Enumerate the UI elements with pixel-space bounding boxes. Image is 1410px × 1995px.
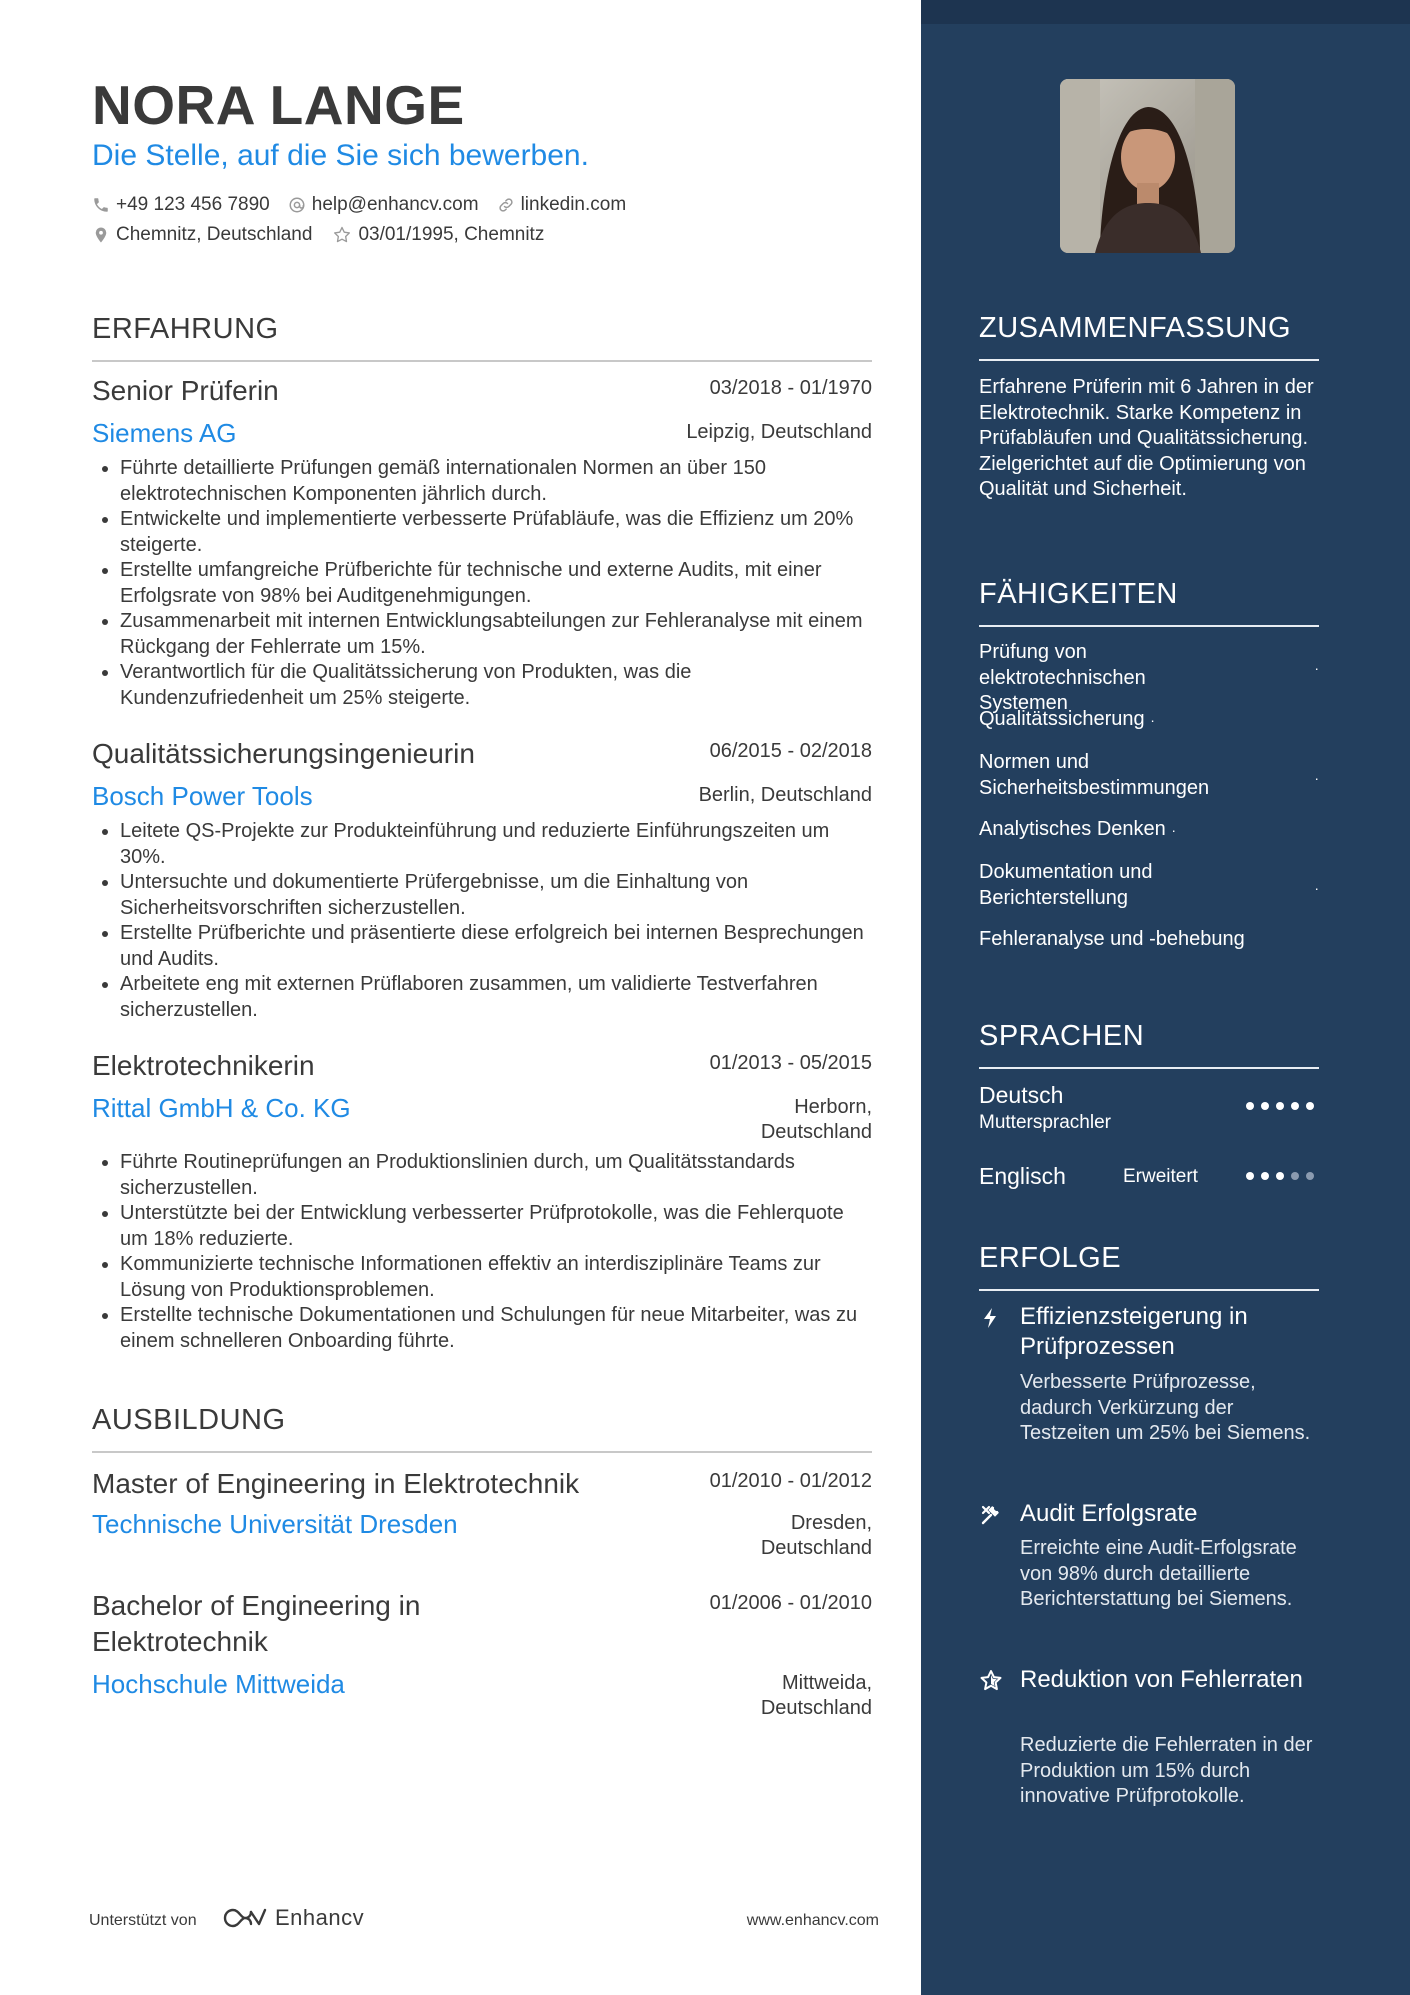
- job-bullets: [92, 1150, 872, 1354]
- bullet-item: • Arbeitete eng mit externen Prüflaboren zusammen, um validierte Testverfahren sicherzustellen.: [120, 972, 872, 1023]
- job-location: [761, 1095, 872, 1145]
- job-location-line: Herborn,: [794, 1096, 872, 1118]
- bullet-item: • Untersuchte und dokumentierte Prüfergebnisse, um die Einhaltung von Sicherheitsvorschriften sicherzustellen.: [120, 870, 872, 921]
- phone-text: +49 123 456 7890: [116, 194, 270, 215]
- bullet-item: • Leitete QS-Projekte zur Produkteinführung und reduzierte Einführungszeiten um 30%.: [120, 819, 872, 870]
- bullet-item: • Erstellte technische Dokumentationen und Schulungen für neue Mitarbeiter, was zu einem schnelleren Onboarding führte.: [120, 1303, 872, 1354]
- rating-dot: [1261, 1102, 1269, 1110]
- bullet-item: • Unterstützte bei der Entwicklung verbesserter Prüfprotokolle, was die Fehlerquote um 18% reduzierte.: [120, 1201, 872, 1252]
- school-name[interactable]: Technische Universität Dresden: [92, 1509, 458, 1539]
- skill-separator: ·: [1314, 880, 1319, 896]
- job-dates: 06/2015 - 02/2018: [709, 740, 872, 762]
- enhancv-logo-icon: [219, 1904, 267, 1932]
- skill-item: [979, 640, 1319, 717]
- skill-text: Analytisches Denken: [979, 818, 1166, 840]
- education-dates: 01/2006 - 01/2010: [709, 1592, 872, 1614]
- section-divider: [92, 360, 872, 362]
- section-divider: [979, 625, 1319, 627]
- language-name: Deutsch: [979, 1082, 1064, 1108]
- job-title: Qualitätssicherungsingenieurin: [92, 738, 475, 769]
- summary-heading: [979, 310, 1319, 346]
- job-location-line: Deutschland: [760, 1121, 872, 1143]
- job-location: Berlin, Deutschland: [698, 784, 872, 806]
- summary-heading-text: ZUSAMMENFASSUNG: [979, 312, 1292, 344]
- school-location-line: Deutschland: [760, 1697, 872, 1719]
- location-text: Chemnitz, Deutschland: [116, 224, 313, 245]
- job-title: Senior Prüferin: [92, 375, 279, 406]
- achievements-heading-text: ERFOLGE: [979, 1242, 1122, 1274]
- achievement-title: Audit Erfolgsrate: [1020, 1500, 1198, 1527]
- rating-dot: [1276, 1102, 1284, 1110]
- birth-item: [332, 224, 544, 246]
- star-outline-icon: [332, 225, 352, 245]
- company-name[interactable]: Rittal GmbH & Co. KG: [92, 1093, 351, 1123]
- sidebar-top-band: [921, 0, 1410, 24]
- skill-separator: ·: [1314, 770, 1319, 786]
- birth-text: 03/01/1995, Chemnitz: [358, 224, 545, 245]
- skill-separator: ·: [1314, 660, 1319, 676]
- profile-photo: [1060, 79, 1235, 253]
- phone-item: [92, 194, 270, 216]
- achievement-desc: Verbesserte Prüfprozesse, dadurch Verkürzung der Testzeiten um 25% bei Siemens.: [1020, 1371, 1311, 1444]
- experience-heading-text: ERFAHRUNG: [92, 313, 279, 345]
- skill-text: Qualitätssicherung: [979, 708, 1145, 730]
- rating-dot: [1306, 1102, 1314, 1110]
- sidebar: [921, 0, 1410, 1995]
- summary-text: Erfahrene Prüferin mit 6 Jahren in der Elektrotechnik. Starke Kompetenz in Prüfabläufen und Qualitätssicherung. Zielgerichtet auf die Optimierung von Qualität und Sicherheit.: [979, 376, 1314, 500]
- section-divider: [92, 1451, 872, 1453]
- rating-dot: [1291, 1102, 1299, 1110]
- degree-title: Master of Engineering in Elektrotechnik: [92, 1468, 580, 1499]
- school-location-line: Deutschland: [760, 1537, 872, 1559]
- skill-text: Normen und Sicherheitsbestimmungen: [979, 751, 1210, 799]
- email-text[interactable]: help@enhancv.com: [311, 194, 479, 215]
- achievements-heading: [979, 1240, 1319, 1276]
- link-icon: [497, 196, 515, 214]
- skills-heading-text: FÄHIGKEITEN: [979, 578, 1178, 610]
- linkedin-text[interactable]: linkedin.com: [520, 194, 627, 215]
- phone-icon: [92, 196, 110, 214]
- bullet-item: • Führte Routineprüfungen an Produktionslinien durch, um Qualitätsstandards sicherzustellen.: [120, 1150, 872, 1201]
- school-name[interactable]: Hochschule Mittweida: [92, 1669, 345, 1699]
- contact-row-1: [92, 194, 644, 216]
- skill-text: Prüfung von elektrotechnischen Systemen: [979, 641, 1146, 714]
- degree-title: [92, 1588, 420, 1660]
- school-location: [761, 1511, 872, 1561]
- achievement-desc: Reduzierte die Fehlerraten in der Produktion um 15% durch innovative Prüfprotokolle.: [1020, 1734, 1313, 1807]
- enhancv-logo[interactable]: [219, 1904, 364, 1932]
- job-dates: 01/2013 - 05/2015: [709, 1052, 872, 1074]
- tools-icon: [979, 1503, 1003, 1527]
- education-heading: [92, 1402, 872, 1438]
- candidate-name: NORA LANGE: [92, 74, 465, 136]
- email-item[interactable]: [288, 194, 479, 216]
- location-item: [92, 224, 312, 246]
- section-divider: [979, 1289, 1319, 1291]
- bullet-item: • Erstellte umfangreiche Prüfberichte für technische und externe Audits, mit einer Erfolgsrate von 98% bei Auditgenehmigungen.: [120, 558, 872, 609]
- location-pin-icon: [92, 226, 110, 244]
- achievement-desc: Erreichte eine Audit-Erfolgsrate von 98% durch detaillierte Berichterstattung bei Siemens.: [1020, 1537, 1297, 1610]
- enhancv-brand-text: Enhancv: [275, 1905, 365, 1930]
- bullet-item: • Zusammenarbeit mit internen Entwicklungsabteilungen zur Fehleranalyse mit einem Rückgang der Fehlerrate um 15%.: [120, 609, 872, 660]
- rating-dot: [1246, 1172, 1254, 1180]
- job-location: Leipzig, Deutschland: [686, 421, 872, 443]
- skill-text: Dokumentation und Berichterstellung: [979, 861, 1153, 909]
- degree-title-line: Elektrotechnik: [92, 1626, 268, 1657]
- footer: [89, 1904, 879, 1940]
- job-title-target: Die Stelle, auf die Sie sich bewerben.: [92, 139, 589, 172]
- job-dates: 03/2018 - 01/1970: [709, 377, 872, 399]
- language-rating: [1246, 1102, 1321, 1110]
- section-divider: [979, 1067, 1319, 1069]
- at-icon: [288, 196, 306, 214]
- website-link[interactable]: www.enhancv.com: [746, 1912, 879, 1929]
- school-location-line: Mittweida,: [781, 1672, 872, 1694]
- job-bullets: [92, 456, 872, 711]
- powered-by-text: Unterstützt von: [89, 1912, 197, 1929]
- rating-dot: [1246, 1102, 1254, 1110]
- rating-dot: [1291, 1172, 1299, 1180]
- contact-row-2: [92, 224, 562, 246]
- language-level: Erweitert: [1123, 1166, 1198, 1187]
- skills-heading: [979, 576, 1319, 612]
- company-name[interactable]: Bosch Power Tools: [92, 781, 313, 811]
- profile-photo-image: [1060, 79, 1235, 253]
- rating-dot: [1261, 1172, 1269, 1180]
- language-name: Englisch: [979, 1163, 1066, 1189]
- skill-item: [979, 817, 1319, 844]
- school-location: [761, 1671, 872, 1721]
- language-rating: [1246, 1172, 1321, 1180]
- bullet-item: • Kommunizierte technische Informationen effektiv an interdisziplinäre Teams zur Lösung von Produktionsproblemen.: [120, 1252, 872, 1303]
- language-level: Muttersprachler: [979, 1112, 1111, 1133]
- skill-item: [979, 750, 1319, 801]
- skill-separator: ·: [1150, 712, 1155, 728]
- skill-item: [979, 927, 1319, 953]
- linkedin-item[interactable]: [497, 194, 627, 216]
- rating-dot: [1306, 1172, 1314, 1180]
- skill-item: [979, 707, 1319, 734]
- school-location-line: Dresden,: [790, 1512, 872, 1534]
- skill-item: [979, 860, 1319, 911]
- achievement-title: Reduktion von Fehlerraten: [1020, 1666, 1303, 1693]
- bolt-icon: [979, 1306, 1003, 1330]
- bullet-item: • Entwickelte und implementierte verbesserte Prüfabläufe, was die Effizienz um 20% steigerte.: [120, 507, 872, 558]
- section-divider: [979, 359, 1319, 361]
- bullet-item: • Verantwortlich für die Qualitätssicherung von Produkten, was die Kundenzufriedenheit um 25% steigerte.: [120, 660, 872, 711]
- skill-text: Fehleranalyse und -behebung: [979, 928, 1245, 950]
- bullet-item: • Führte detaillierte Prüfungen gemäß internationalen Normen an über 150 elektrotechnischen Komponenten jährlich durch.: [120, 456, 872, 507]
- job-bullets: [92, 819, 872, 1023]
- languages-heading: [979, 1018, 1319, 1054]
- education-dates: 01/2010 - 01/2012: [709, 1470, 872, 1492]
- achievement-title: Effizienzsteigerung in Prüfprozessen: [1020, 1303, 1248, 1360]
- bullet-item: • Erstellte Prüfberichte und präsentierte diese erfolgreich bei internen Besprechungen und Audits.: [120, 921, 872, 972]
- company-name[interactable]: Siemens AG: [92, 418, 237, 448]
- languages-heading-text: SPRACHEN: [979, 1020, 1145, 1052]
- job-title: Elektrotechnikerin: [92, 1050, 315, 1081]
- rating-dot: [1276, 1172, 1284, 1180]
- education-heading-text: AUSBILDUNG: [92, 1404, 286, 1436]
- experience-heading: [92, 311, 872, 347]
- skill-separator: ·: [1171, 822, 1177, 838]
- star-icon: [979, 1669, 1003, 1693]
- degree-title-line: Bachelor of Engineering in: [92, 1590, 421, 1621]
